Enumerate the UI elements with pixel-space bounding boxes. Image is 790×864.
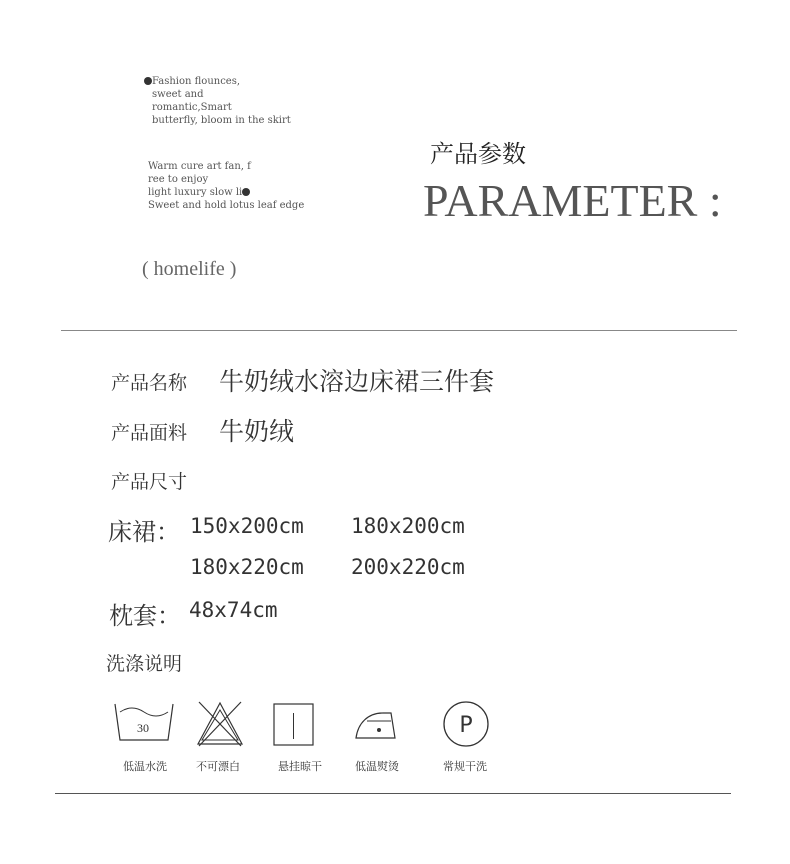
- poem-line: Sweet and hold lotus leaf edge: [148, 200, 305, 211]
- poem-line: sweet and: [152, 89, 204, 100]
- product-name-label: 产品名称: [111, 372, 188, 394]
- product-size-label: 产品尺寸: [111, 471, 188, 493]
- poem-line: Warm cure art fan, f: [148, 161, 251, 172]
- section-title-cn: 产品参数: [430, 140, 526, 168]
- poem-line: [144, 75, 240, 88]
- poem-text: light luxury slow li: [148, 187, 243, 198]
- care-label: 悬挂晾干: [278, 760, 322, 773]
- bed-skirt-size: 200x220cm: [351, 555, 465, 579]
- bed-skirt-size: 180x200cm: [351, 514, 465, 538]
- bullet-dot-icon: [242, 188, 250, 196]
- pillowcase-label: 枕套：: [109, 602, 181, 630]
- wash-30-icon: [112, 700, 176, 748]
- no-bleach-icon: [195, 700, 245, 748]
- poem-line: ree to enjoy: [148, 174, 209, 185]
- product-fabric-value: 牛奶绒: [219, 417, 295, 446]
- care-label: 低温熨烫: [355, 760, 399, 773]
- poem-line: romantic,Smart: [152, 102, 232, 113]
- poem-text: Fashion flounces,: [152, 76, 241, 87]
- section-title-en: PARAMETER :: [423, 175, 722, 226]
- wash-temp-text: 30: [137, 721, 149, 735]
- bed-skirt-size: 150x200cm: [190, 514, 304, 538]
- product-fabric-label: 产品面料: [111, 422, 188, 444]
- dry-clean-letter: P: [459, 713, 473, 738]
- care-title: 洗涤说明: [106, 653, 183, 675]
- care-label: 不可漂白: [196, 760, 240, 773]
- hang-dry-icon: [273, 703, 315, 747]
- bed-skirt-label: 床裙：: [108, 518, 180, 546]
- bullet-dot-icon: [144, 77, 152, 85]
- care-label: 低温水洗: [123, 760, 167, 773]
- dry-clean-p-icon: [442, 701, 490, 749]
- care-label: 常规干洗: [443, 760, 487, 773]
- bed-skirt-size: 180x220cm: [190, 555, 304, 579]
- pillowcase-size: 48x74cm: [189, 598, 278, 622]
- iron-low-icon: [353, 703, 403, 743]
- brand-tag: ( homelife ): [142, 258, 237, 280]
- poem-line: butterfly, bloom in the skirt: [152, 115, 291, 126]
- divider-top: [61, 330, 737, 331]
- divider-bottom: [55, 793, 731, 794]
- product-name-value: 牛奶绒水溶边床裙三件套: [219, 367, 495, 396]
- poem-line: [148, 186, 250, 199]
